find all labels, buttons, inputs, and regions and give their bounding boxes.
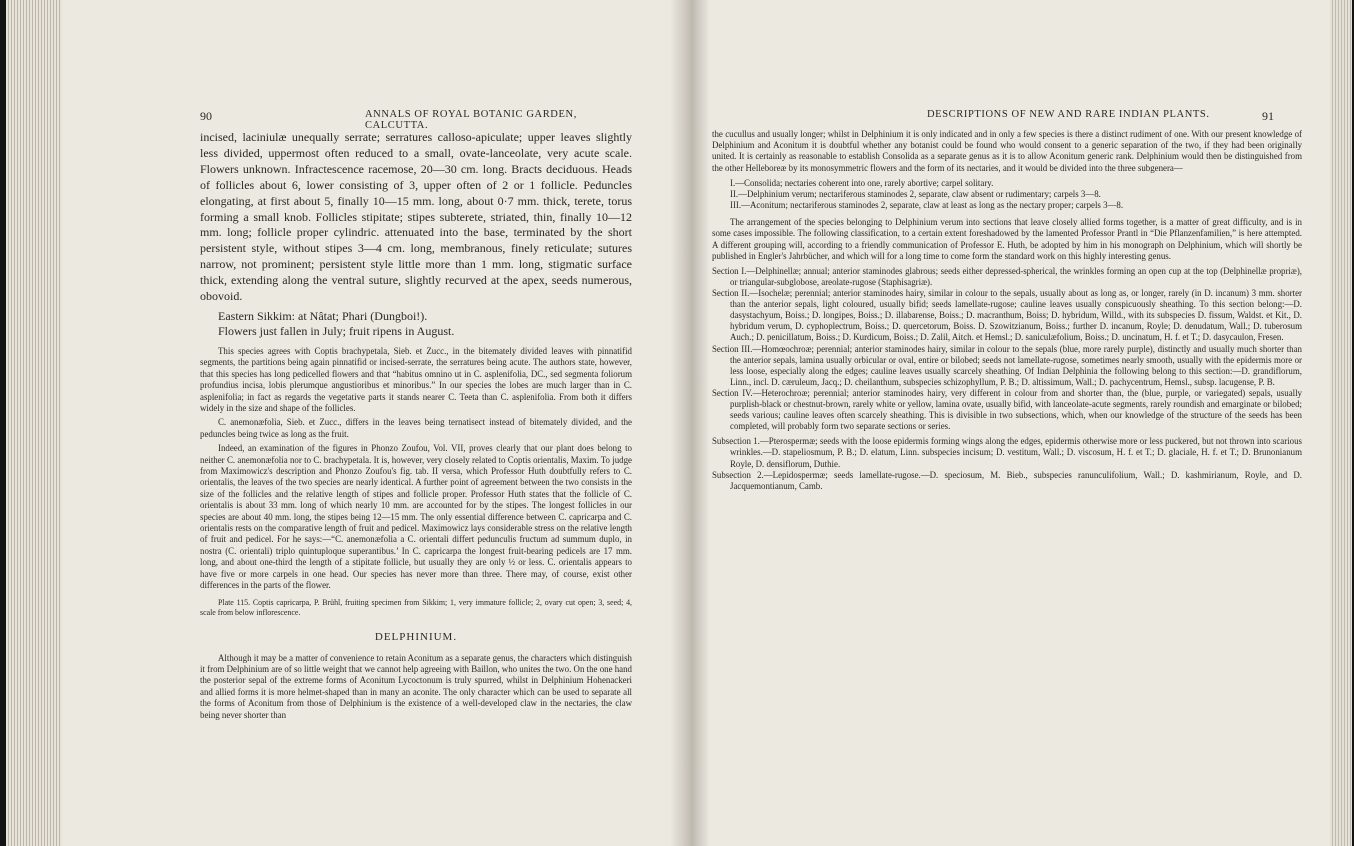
page-number-right: 91 <box>1262 109 1274 123</box>
species-description: incised, laciniulæ unequally serrate; serratures calloso-apiculate; upper leaves slightly less divided, uppermost often reduced to a small, ovate-lanceolate, very acute scale. Flowers unknown. Infractescence racemose, 20—30 cm. long. Bracts deciduous. Heads of follicles about 6, lower consisting of 3, upper often of 2 or 1 follicle. Peduncles elongating, at first about 5, finally 10—15 mm. long, about 0·7 mm. thick, terete, torus forming a small knob. Follicles stipitate; stipes subterete, striated, thin, finally 10—12 mm. long; follicle proper cylindric. attenuated into the base, terminated by the short persistent style, without stipes 3—4 cm. long, membranous, finely reticulate; sutures narrow, not prominent; persistent style little more than 1 mm. long, stigmatic surface thick, extending along the ventral suture, slightly recurved at the apex, seeds numerous, obovoid. <box>200 130 632 304</box>
section-item: Section I.—Delphinellæ; annual; anterior staminodes glabrous; seeds either depressed-spherical, the wrinkles forming an open cup at the top (Delphinellæ propriæ), or triangular-subglobose, areolate-rugose (Staphisagriæ). <box>712 265 1302 287</box>
page-edges-right <box>1330 0 1352 846</box>
section-paragraph: Although it may be a matter of convenience to retain Aconitum as a separate genus, the characters which distinguish it from Delphinium are of so little weight that we cannot help agreeing with Baillon, who unites the two. On the one hand the posterior sepal of the extreme forms of Aconitum Lycoctonum is truly spurred, whilst in Delphinium Hohenackeri and allied forms it is more helmet-shaped than in many an aconite. The only character which can be used to separate all the forms of Aconitum from those of Delphinium is the existence of a well-developed claw in the nectaries, the claw being never shorter than <box>200 652 632 720</box>
arrangement-paragraph: The arrangement of the species belonging to Delphinium verum into sections that leave closely allied forms together, is a matter of great difficulty, and is in some cases impossible. The following classification, to a certain extent foreshadowed by the lamented Professor Prantl in “Die Pflanzenfamilien,” is here attempted. A different grouping will, according to a friendly communication of Professor E. Huth, be adopted by him in his monograph on Delphinium, which will shortly be published in Engler's Jahrbücher, and which will for a long time to come form the standard work on this highly interesting genus. <box>712 217 1302 261</box>
section-item: Section IV.—Heterochroæ; perennial; anterior staminodes hairy, very different in colour from and shorter than, the (blue, purple, or variegated) sepals, usually purplish-black or chestnut-brown, rarely white or yellow, lamina ovate, usually bifid, with lanceolate-acute segments, rarely roundish and emarginate or bilobed; seeds various; cauline leaves often scarcely sheathing. This is divisible in two subsections, which, when our knowledge of the structure of the seeds has been completed, will probably form two separate sections or series. <box>712 387 1302 432</box>
left-page-content <box>200 130 632 721</box>
flowering-note: Flowers just fallen in July; fruit ripens in August. <box>218 324 455 339</box>
section-title: DELPHINIUM. <box>374 630 458 643</box>
right-page <box>712 0 1330 846</box>
book-gutter <box>670 0 710 846</box>
left-page <box>72 0 672 846</box>
page-number-left: 90 <box>200 109 212 123</box>
plate-caption: Plate 115. Coptis capricarpa, P. Brühl, fruiting specimen from Sikkim; 1, very immature follicle; 2, ovary cut open; 3, seed; 4, scale from below inflorescence. <box>200 597 632 617</box>
locality: Eastern Sikkim: at Nâtat; Phari (Dungboi!). <box>218 308 428 323</box>
intro-paragraph: the cucullus and usually longer; whilst in Delphinium it is only indicated and in only a few species is there a distinct rudiment of one. With our present knowledge of Delphinium and Aconitum it is doubtful whether any botanist could be found who would consent to a generic separation of the two, if they had been originally united. It is certainly as reasonable to establish Consolida as a separate genus as it is to allow Aconitum generic rank. Delphinium would then be distinguished from the other Helleboreæ by its monosymmetric flowers and the form of its nectaries, and it would be divided into the three subgenera— <box>712 129 1302 173</box>
note-paragraph: Indeed, an examination of the figures in Phonzo Zoufou, Vol. VII, proves clearly that our plant does belong to neither C. anemonæfolia nor to C. brachypetala. It is, however, very closely related to Coptis orientalis, Maxim. To judge from Maximowicz's description and Phonzo Zoufou's fig. tab. II versa, which Professor Huth doubtfully refers to C. orientalis, the leaves of the two species are nearly identical. A further point of agreement between the two consists in the size of the follicles and the relative length of stipes and follicle proper. Professor Huth states that the follicle of C. orientalis is about 33 mm. long of which nearly 10 mm. are accounted for by the stipes. The longest follicles in our species are about 40 mm. long, the stipes being 12—15 mm. The only essential difference between C. capricarpa and C. orientalis rests on the comparative length of fruit and pedicel. Maximowicz lays considerable stress on the relative length of fruit and pedicel. For he says:—“C. anemonæfolia a C. orientali differt pedunculis fructum ad summum duplo, in nostra (C. orientali) triplo quintuploque superantibus.’ In C. capricarpa the longest fruit-bearing pedicels are 17 mm. long, and about one-third the length of a stipitate follicle, but usually they are only ½ or less. C. orientalis appears to have five or more carpels in one head. Our species has never more than three. There may, of course, exist other differences in the parts of the flower. <box>200 443 632 591</box>
running-head-right <box>712 109 1312 123</box>
subsection-item: Subsection 2.—Lepidospermæ; seeds lamellate-rugose.—D. speciosum, M. Bieb., subspecies ranunculifolium, Wall.; D. kashmirianum, Royle, and D. Jacquemontianum, Camb. <box>712 469 1302 491</box>
section-item: Section III.—Homœochroæ; perennial; anterior staminodes hairy, similar in colour to the sepals (blue, more rarely purple), distinctly and usually much shorter than the anterior sepals, lamina usually orbicular or oval, entire or bilobed; seeds not lamellate-rugose, sometimes nearly smooth, usually with the epidermis more or less loose, especially along the edges; cauline leaves usually scarcely sheathing. Of Indian Delphinia the following belong to this section:—D. grandiflorum, Linn., incl. D. cæruleum, Jacq.; D. cheilanthum, subspecies schizophyllum, P. B.; D. altissimum, Wall.; D. pachycentrum, Hemsl., subsp. lacugense, P. B. <box>712 343 1302 387</box>
subgenus-item: I.—Consolida; nectaries coherent into one, rarely abortive; carpel solitary. <box>730 177 994 188</box>
subgenus-item: III.—Aconitum; nectariferous staminodes 2, separate, claw at least as long as the nectary proper; carpels 3—8. <box>730 200 1124 210</box>
running-head-left-text: ANNALS OF ROYAL BOTANIC GARDEN, CALCUTTA. <box>365 109 577 131</box>
section-item: Section II.—Isochelæ; perennial; anterior staminodes hairy, similar in colour to the sepals, usually about as long as, or longer, rarely (in D. incanum) 3 mm. shorter than the anterior sepals, light coloured, usually bifid; seeds lamellate-rugose; cauline leaves usually conspicuously sheathing. To this section belong:—D. dasystachyum, Boiss.; D. longipes, Boiss.; D. illabarense, Boiss.; D. macranthum, Boiss; D. hybridum, Willd., with its subspecies D. fissum, Waldst. et Kit., D. hybridum verum, D. cyphoplectrum, Boiss.; D. quercetorum, Boiss. D. Szowitzianum, Boiss.; further D. incanum, Royle; D. denudatum, Wall.; D. tuberosum Auch.; D. penicillatum, Boiss.; D. Kurdicum, Boiss.; D. Zalil, Aitch. et Hemsl.; D. saniculæfolium, Boiss.; D. uncinatum, H. f. et T.; D. dasycaulon, Fresen. <box>712 288 1302 343</box>
subsection-item: Subsection 1.—Pterospermæ; seeds with the loose epidermis forming wings along the edges, epidermis otherwise more or less puckered, but not thrown into scarious wrinkles.—D. stapeliosmum, P. B.; D. elatum, Linn. subspecies incisum; D. vestitum, Wall.; D. viscosum, H. f. et T.; D. glaciale, H. f. et T.; D. Brunonianum Royle, D. densiflorum, Duthie. <box>712 436 1302 469</box>
page-edges-left <box>6 0 62 846</box>
running-head-left <box>200 109 640 131</box>
note-paragraph: This species agrees with Coptis brachypetala, Sieb. et Zucc., in the bitemately divided leaves with pinnatifid segments, the partitions being again pinnatifid or incised-serrate, the serratures being acute. The authors state, however, that this species has long pedicelled flowers and that “habitus omnino ut in C. asplenifolia, DC., sed segmenta foliorum profundius incisa, lobis plerumque angustioribus et minoribus.” In our species the lobes are much larger than in C. asplenifolia; in fact as regards the vegetative parts it stands nearer C. Teeta than C. asplenifolia. From both it differs widely in the size and shape of the follicles. <box>200 345 632 413</box>
subgenus-item: II.—Delphinium verum; nectariferous staminodes 2, separate, claw absent or rudimentary; carpels 3—8. <box>730 188 1101 199</box>
note-paragraph: C. anemonæfolia, Sieb. et Zucc., differs in the leaves being ternatisect instead of bitemately divided, and the peduncles being twice as long as the fruit. <box>200 417 632 439</box>
running-head-right-text: DESCRIPTIONS OF NEW AND RARE INDIAN PLANTS. <box>927 109 1210 120</box>
right-page-content <box>712 129 1302 492</box>
